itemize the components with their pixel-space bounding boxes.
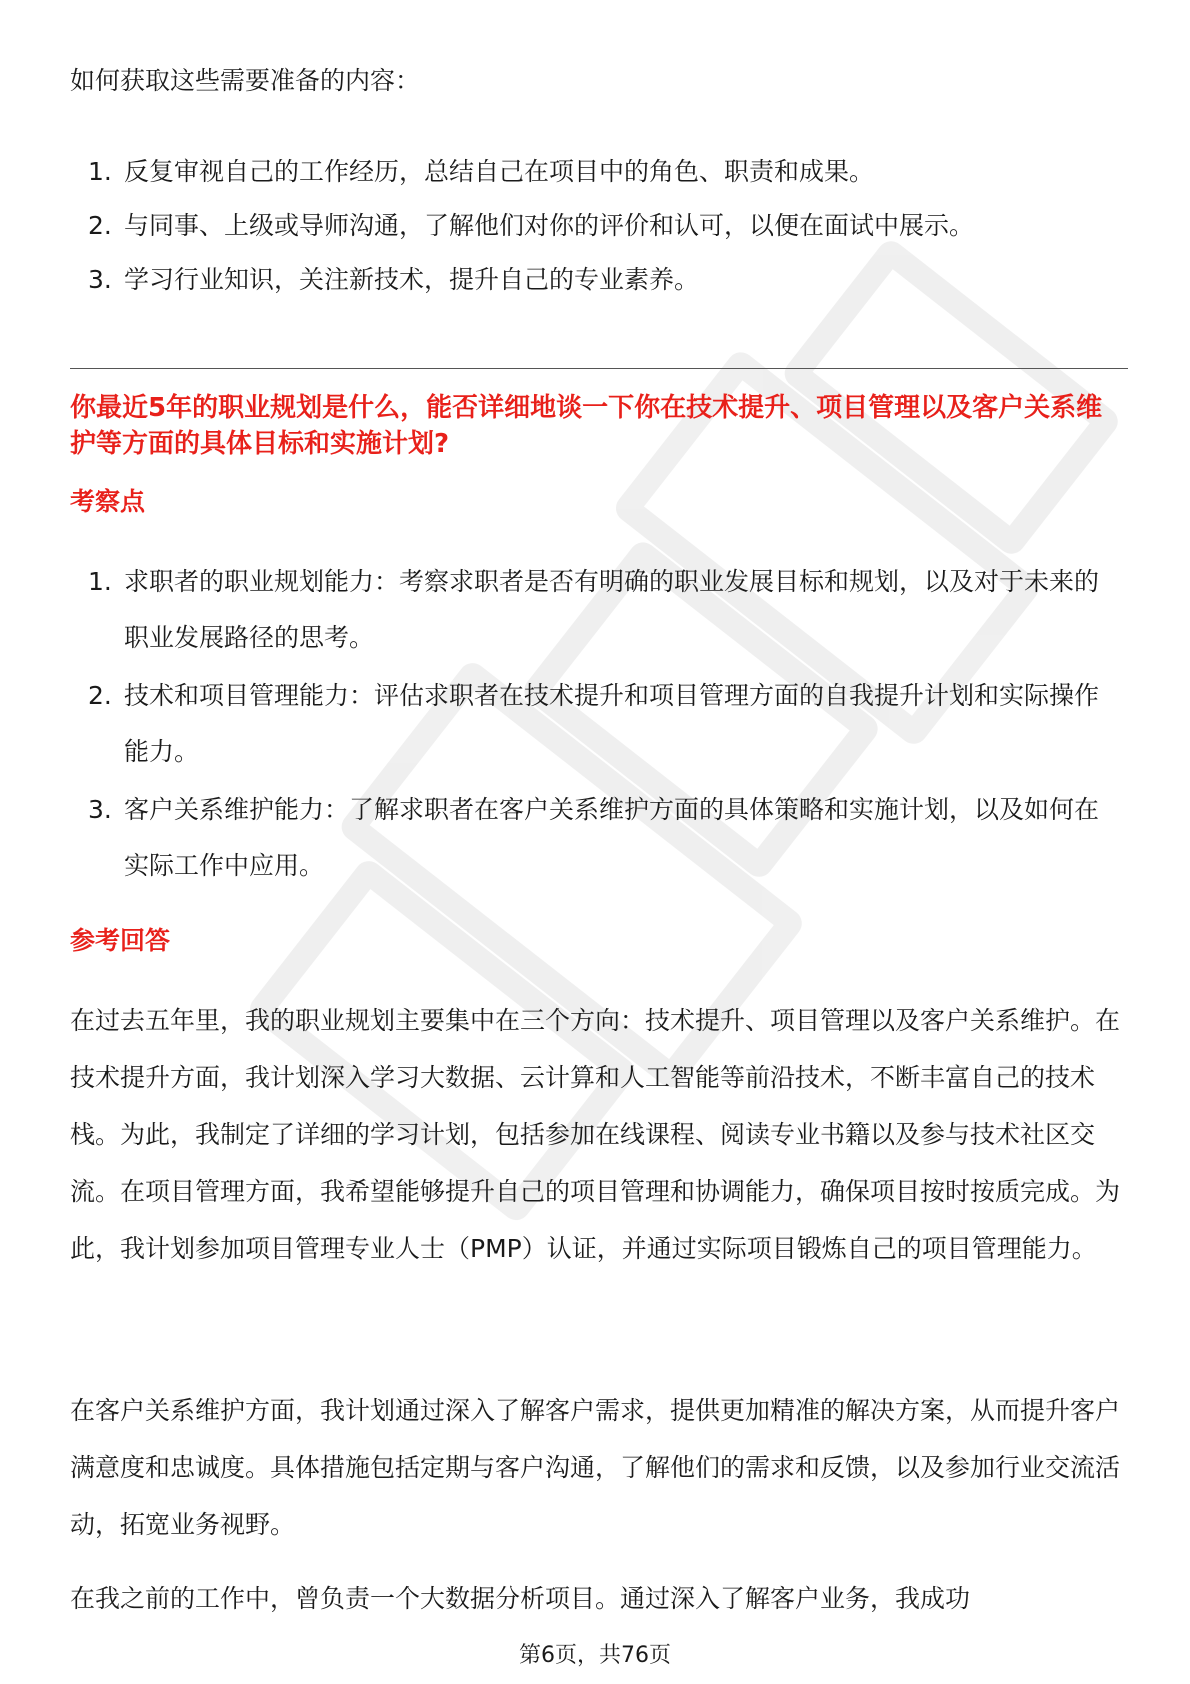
answer-paragraph: 在过去五年里，我的职业规划主要集中在三个方向：技术提升、项目管理以及客户关系维护。在技术提升方面，我计划深入学习大数据、云计算和人工智能等前沿技术，不断丰富自己的技术栈。为此，我制定了详细的学习计划，包括参加在线课程、阅读专业书籍以及参与技术社区交流。在项目管理方面，我希望能够提升自己的项目管理和协调能力，确保项目按时按质完成。为此，我计划参加项目管理专业人士（PMP）认证，并通过实际项目锻炼自己的项目管理能力。 [70,1006,1121,1263]
section-divider [70,368,1128,369]
list-item-text: 与同事、上级或导师沟通，了解他们对你的评价和认可，以便在面试中展示。 [124,211,975,240]
assessment-heading: 考察点 [70,487,146,516]
list-item [70,668,1120,780]
answer-paragraph: 在客户关系维护方面，我计划通过深入了解客户需求，提供更加精准的解决方案，从而提升客户满意度和忠诚度。具体措施包括定期与客户沟通，了解他们的需求和反馈，以及参加行业交流活动，拓宽业务视野。 [70,1396,1121,1539]
list-item-text: 反复审视自己的工作经历，总结自己在项目中的角色、职责和成果。 [124,157,875,186]
list-item [70,782,1120,894]
interview-question: 你最近5年的职业规划是什么，能否详细地谈一下你在技术提升、项目管理以及客户关系维护等方面的具体目标和实施计划? [70,393,1103,459]
list-item-text: 求职者的职业规划能力：考察求职者是否有明确的职业发展目标和规划，以及对于未来的职业发展路径的思考。 [124,567,1100,652]
list-number: 1. [88,567,112,596]
list-item [70,258,1120,302]
list-item-text: 学习行业知识，关注新技术，提升自己的专业素养。 [124,265,700,294]
list-item [70,204,1120,248]
list-item-text: 技术和项目管理能力：评估求职者在技术提升和项目管理方面的自我提升计划和实际操作能力。 [124,681,1100,766]
list-number: 3. [88,265,112,294]
list-number: 2. [88,681,112,710]
list-number: 1. [88,157,112,186]
answer-heading: 参考回答 [70,926,171,955]
intro-text: 如何获取这些需要准备的内容： [70,66,421,95]
list-item [70,150,1120,194]
page-number: 第6页，共76页 [519,1643,671,1668]
list-item [70,554,1120,666]
assessment-list [70,554,1120,896]
list-item-text: 客户关系维护能力：了解求职者在客户关系维护方面的具体策略和实施计划，以及如何在实际工作中应用。 [124,795,1100,880]
list-number: 3. [88,795,112,824]
answer-paragraph: 在我之前的工作中，曾负责一个大数据分析项目。通过深入了解客户业务，我成功 [70,1584,971,1613]
prep-list [70,150,1120,312]
list-number: 2. [88,211,112,240]
